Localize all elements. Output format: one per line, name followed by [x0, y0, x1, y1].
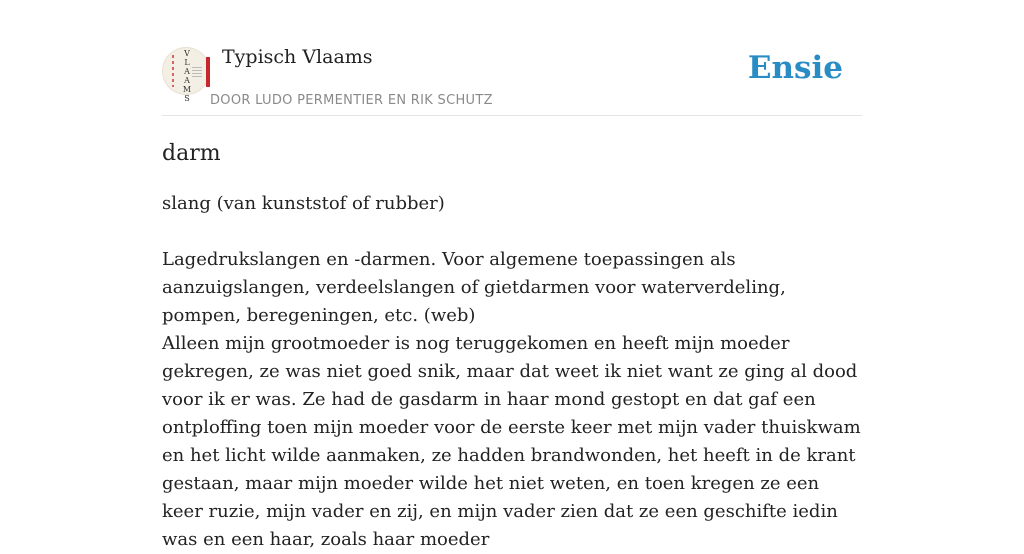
- logo-decoration: [172, 55, 174, 87]
- entry-content: [162, 138, 864, 554]
- book-title[interactable]: Typisch Vlaams: [222, 46, 373, 68]
- book-byline: DOOR LUDO PERMENTIER EN RIK SCHUTZ: [210, 93, 493, 108]
- book-cover-logo[interactable]: [162, 47, 210, 103]
- entry-definition: slang (van kunststof of rubber): [162, 193, 445, 214]
- entry-term: darm: [162, 141, 221, 166]
- entry-story: Alleen mijn grootmoeder is nog teruggekomen en heeft mijn moeder gekregen, ze was niet goed snik, maar dat weet ik niet want ze ging al dood voor ik er was. Ze had de gasdarm in haar mond gestopt en dat gaf een ontploffing toen mijn moeder voor de eerste keer met mijn vader thuiskwam en het licht wilde aanmaken, ze hadden brandwonden, het heeft in de krant gestaan, maar mijn moeder wilde het niet weten, en toen kregen ze een keer ruzie, mijn vader en zij, en mijn vader zien dat ze een geschifte iedin was en een haar, zoals haar moeder: [162, 333, 861, 550]
- logo-lettering: V L A A M S: [182, 49, 192, 103]
- logo-decoration: [192, 67, 202, 77]
- entry-example: Lagedrukslangen en -darmen. Voor algemene toepassingen als aanzuigslangen, verdeelslangen of gietdarmen voor waterverdeling, pompen, beregeningen, etc. (web): [162, 249, 786, 326]
- site-header: [162, 44, 862, 116]
- logo-decoration: [206, 57, 210, 87]
- ensie-logo-link[interactable]: Ensie: [747, 50, 843, 86]
